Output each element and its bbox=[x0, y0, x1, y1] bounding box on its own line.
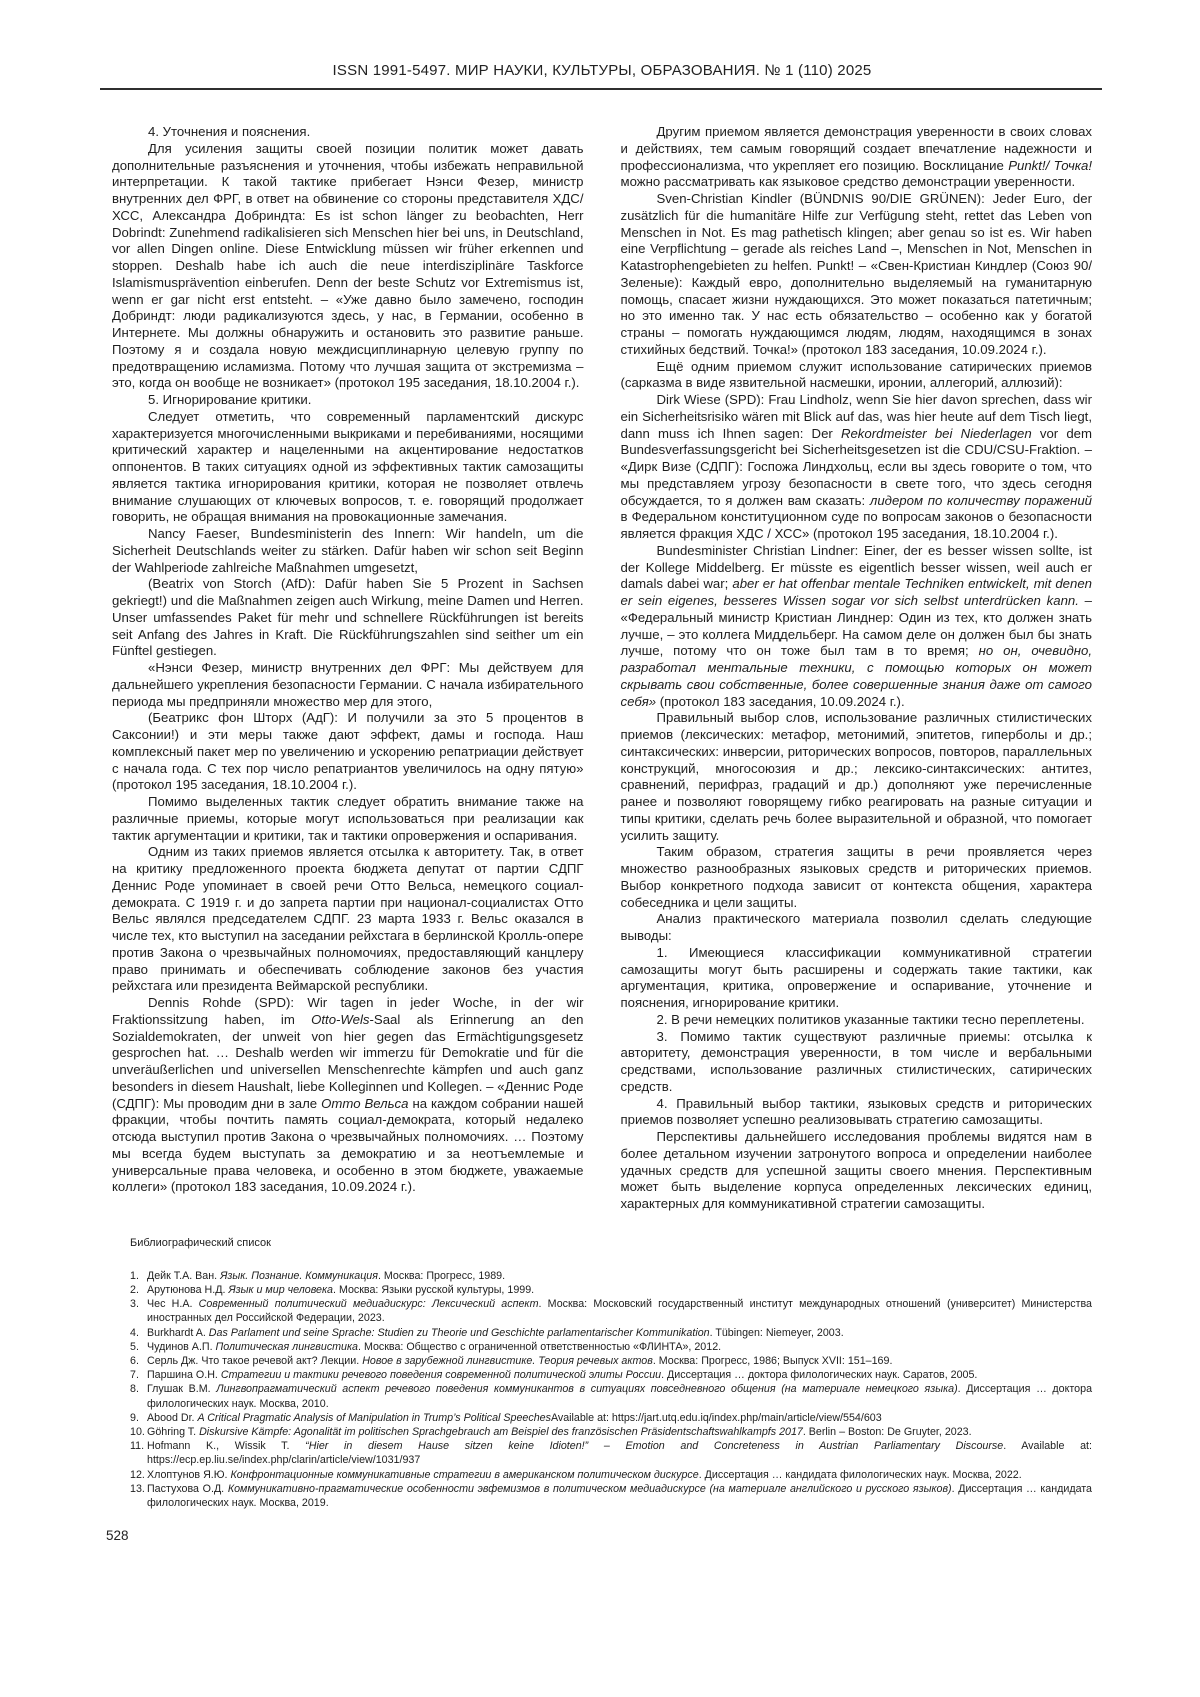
paragraph: Dennis Rohde (SPD): Wir tagen in jeder Woche, in der wir Fraktionssitzung haben, im Otto-Wels-Saal als Erinnerung an den Sozialdemokraten, der unweit von hier gegen das Ermächtigungsgesetz gesprochen hat. … Deshalb werden wir immerzu für Demokratie und für die unveräußerlichen und universellen Menschenrechte kämpfen und auch ganz besonders in diesem Haushalt, liebe Kolleginnen und Kollegen. – «Деннис Роде (СДПГ): Мы проводим дни в зале Отто Вельса на каждом собрании нашей фракции, чтобы почтить память социал-демократа, который недалеко отсюда выступил против Закона о чрезвычайных полномочиях. … Поэтому мы всегда будем выступать за демократию и за неотъемлемые и универсальные права человека, и особенно в этом бюджете, уважаемые коллеги» (протокол 183 заседания, 10.09.2024 г.). bbox=[112, 995, 584, 1195]
header-divider bbox=[100, 88, 1102, 90]
right-column bbox=[621, 124, 1093, 1213]
paragraph: «Нэнси Фезер, министр внутренних дел ФРГ: Мы действуем для дальнейшего укрепления безопасности Германии. С начала избирательного периода мы предприняли множество мер для этого, bbox=[112, 660, 584, 709]
page-number: 528 bbox=[106, 1528, 129, 1544]
bibliography-item-text: Серль Дж. Что такое речевой акт? Лекции. Новое в зарубежной лингвистике. Теория речевых актов. Москва: Прогресс, 1986; Выпуск XVII: 151–169. bbox=[147, 1354, 893, 1367]
bibliography-item-text: Göhring T. Diskursive Kämpfe: Agonalität im politischen Sprachgebrauch am Beispiel des französischen Präsidentschaftswahlkampfs 2017. Berlin – Boston: De Gruyter, 2023. bbox=[147, 1425, 972, 1438]
paragraph: Sven-Christian Kindler (BÜNDNIS 90/DIE GRÜNEN): Jeder Euro, der zusätzlich für die humanitäre Hilfe zur Verfügung steht, rettet das Leben von Menschen in Not. Es mag pathetisch klingen; aber genau so ist es. Wir haben eine Verpflichtung – gerade als reiches Land –, Menschen in Not, Menschen in Katastrophengebieten zu helfen. Punkt! – «Свен-Кристиан Киндлер (Союз 90/Зеленые): Каждый евро, дополнительно выделяемый на гуманитарную помощь, спасает жизни нуждающихся. Это может показаться патетичным; но это именно так. У нас есть обязательство – особенно как у богатой страны – помогать нуждающимся людям, людям, находящимся в зонах стихийных бедствий. Точка!» (протокол 183 заседания, 10.09.2024 г.). bbox=[620, 191, 1092, 357]
bibliography-item-number: 12. bbox=[130, 1468, 145, 1481]
bibliography-title: Библиографический список bbox=[130, 1236, 271, 1249]
bibliography-item-text: Burkhardt A. Das Parlament und seine Sprache: Studien zu Theorie und Geschichte parlamentarischer Kommunikation. Tübingen: Niemeyer, 2003. bbox=[147, 1326, 844, 1339]
paragraph: Одним из таких приемов является отсылка к авторитету. Так, в ответ на критику предложенного проекта бюджета депутат от партии СДПГ Деннис Роде упоминает в своей речи Отто Вельса, немецкого социал-демократа. С 1919 г. и до запрета партии при национал-социалистах Отто Вельс являлся председателем СДПГ. 23 марта 1933 г. Вельс оказался в числе тех, кто выступил на заседании рейхстага в берлинской Кролль-опере против Закона о чрезвычайных полномочиях, предоставляющий канцлеру право принимать и обеспечивать соблюдение законов без участия рейхстага или президента Веймарской республики. bbox=[112, 844, 584, 994]
bibliography-item bbox=[130, 1269, 1092, 1283]
bibliography-item bbox=[130, 1482, 1092, 1510]
bibliography-item bbox=[130, 1368, 1092, 1382]
bibliography-item-text: Пастухова О.Д. Коммуникативно-прагматические особенности эвфемизмов в политическом медиадискурсе (на материале английского и русского языков). Диссертация … кандидата филологических наук. Москва, 2019. bbox=[147, 1482, 1092, 1509]
bibliography-item-text: Арутюнова Н.Д. Язык и мир человека. Москва: Языки русской культуры, 1999. bbox=[147, 1283, 535, 1296]
bibliography-item bbox=[130, 1468, 1092, 1482]
paragraph: (Беатрикс фон Шторх (АдГ): И получили за это 5 процентов в Саксонии!) и эти меры также дают эффект, дамы и господа. Наш комплексный пакет мер по увеличению и ускорению репатриации действует с начала года. С тех пор число репатриантов увеличилось на одну пятую» (протокол 195 заседания, 18.10.2004 г.). bbox=[112, 710, 584, 793]
bibliography-item-number: 9. bbox=[130, 1411, 139, 1424]
paragraph: Правильный выбор слов, использование различных стилистических приемов (лексических: метафор, метонимий, эпитетов, гиперболы и др.; синтаксических: инверсии, риторических вопросов, повторов, параллельных конструкций, многосоюзия и др.; лексико-синтаксических: антитез, сравнений, перифраз, градаций и др.) дополняют уже перечисленные ранее и позволяют говорящему гибко реагировать на разные ситуации и типы критики, сделать речь более выразительной и образной, что помогает усилить защиту. bbox=[620, 710, 1092, 843]
bibliography-item-text: Abood Dr. A Critical Pragmatic Analysis of Manipulation in Trump’s Political SpeechesAvailable at: https://jart.utq.edu.iq/index.php/main/article/view/554/603 bbox=[147, 1411, 882, 1424]
paragraph: Следует отметить, что современный парламентский дискурс характеризуется многочисленными выкриками и перебиваниями, носящими критический характер и нацеленными на акцентирование недостатков оппонентов. В таких ситуациях одной из эффективных тактик самозащиты является тактика игнорирования критики, которая не позволяет отвлечь внимание слушающих от ключевых вопросов, т. е. говорящий продолжает говорить, не обращая внимания на провокационные замечания. bbox=[112, 408, 584, 525]
bibliography-item-text: Паршина О.Н. Стратегии и тактики речевого поведения современной политической элиты России. Диссертация … доктора филологических наук. Саратов, 2005. bbox=[147, 1369, 978, 1382]
paragraph: Dirk Wiese (SPD): Frau Lindholz, wenn Sie hier davon sprechen, dass wir ein Sicherheitsrisiko wären mit Blick auf das, was hier heute auf dem Tisch liegt, dann muss ich Ihnen sagen: Der Rekordmeister bei Niederlagen vor dem Bundesverfassungsgericht bei Sicherheitsgesetzen ist die CDU/CSU-Fraktion. – «Дирк Визе (СДПГ): Госпожа Линдхольц, если вы здесь говорите о том, что мы представляем угрозу безопасности в свете того, что здесь сегодня обсуждается, то я должен вам сказать: лидером по количеству поражений в Федеральном конституционном суде по вопросам законов о безопасности является фракция ХДС / ХСС» (протокол 195 заседания, 18.10.2004 г.). bbox=[620, 392, 1092, 541]
paragraph: Анализ практического материала позволил сделать следующие выводы: bbox=[620, 911, 1092, 943]
bibliography-item-number: 5. bbox=[130, 1340, 139, 1353]
bibliography-item-text: Чес Н.А. Современный политический медиадискурс: Лексический аспект. Москва: Московский государственный институт международных отношений (университет) Министерства иностранных дел Российской Федерации, 2023. bbox=[147, 1298, 1093, 1325]
paragraph: Для усиления защиты своей позиции политик может давать дополнительные разъяснения и уточнения, чтобы избежать неправильной интерпретации. К такой тактике прибегает Нэнси Фезер, министр внутренних дел ФРГ, в ответ на обвинение со стороны представителя ХДС/ХСС, Александра Добриндта: Es ist schon länger zu beobachten, Herr Dobrindt: Zunehmend radikalisieren sich Menschen hier bei uns, in Deutschland, vor allen Dingen online. Diese Entwicklung müssen wir früher erkennen und stoppen. Deshalb habe ich auch die neue interdisziplinäre Taskforce Islamismusprävention einberufen. Denn der beste Schutz vor Extremismus ist, wenn er gar nicht erst entsteht. – «Уже давно было замечено, господин Добриндт: люди радикализуются здесь, у нас, в Германии, особенно в Интернете. Мы должны обнаружить и остановить это развитие раньше. Поэтому я и создала новую междисциплинарную целевую группу по предотвращению исламизма. Потому что лучшая защита от экстремизма – это, когда он вообще не возникает» (протокол 195 заседания, 18.10.2004 г.). bbox=[112, 140, 584, 391]
bibliography-item bbox=[130, 1283, 1092, 1297]
paragraph: Ещё одним приемом служит использование сатирических приемов (сарказма в виде язвительной насмешки, иронии, аллегорий, аллюзий): bbox=[620, 358, 1092, 391]
bibliography-item-number: 11. bbox=[130, 1440, 145, 1453]
bibliography-list bbox=[112, 1269, 1092, 1510]
paragraph: 4. Правильный выбор тактики, языковых средств и риторических приемов позволяет успешно реализовывать стратегию самозащиты. bbox=[620, 1095, 1092, 1128]
bibliography-item-text: Чудинов А.П. Политическая лингвистика. Москва: Общество с ограниченной ответственностью «ФЛИНТА», 2012. bbox=[147, 1340, 722, 1353]
bibliography-item-number: 6. bbox=[130, 1354, 139, 1367]
bibliography-item bbox=[130, 1354, 1092, 1368]
paragraph: 4. Уточнения и пояснения. bbox=[148, 124, 311, 139]
paragraph: Другим приемом является демонстрация уверенности в своих словах и действиях, тем самым говорящий создает впечатление надежности и профессионализма, что укрепляет его позицию. Восклицание Punkt!/ Точка! можно рассматривать как языковое средство демонстрации уверенности. bbox=[620, 124, 1092, 190]
bibliography-item-text: Глушак В.М. Лингвопрагматический аспект речевого поведения коммуникантов в ситуациях повседневного общения (на материале немецкого языка). Диссертация … доктора филологических наук. Москва, 2010. bbox=[147, 1383, 1093, 1410]
bibliography-item bbox=[130, 1382, 1092, 1410]
bibliography-section bbox=[112, 1237, 1092, 1510]
paragraph: 1. Имеющиеся классификации коммуникативной стратегии самозащиты могут быть расширены и содержать такие тактики, как аргументация, критика, опровержение и оспаривание, уточнение и пояснения, игнорирование критики. bbox=[620, 944, 1092, 1010]
bibliography-item bbox=[130, 1411, 1092, 1425]
bibliography-item-number: 13. bbox=[130, 1482, 145, 1495]
left-column bbox=[112, 124, 584, 1213]
bibliography-item-text: Хлоптунов Я.Ю. Конфронтационные коммуникативные стратегии в американском политическом дискурсе. Диссертация … кандидата филологических наук. Москва, 2022. bbox=[147, 1468, 1022, 1481]
bibliography-item bbox=[130, 1326, 1092, 1340]
paragraph: (Beatrix von Storch (AfD): Dafür haben Sie 5 Prozent in Sachsen gekriegt!) und die Maßnahmen zeigen auch Wirkung, meine Damen und Herren. Unser umfassendes Paket für mehr und schnellere Rückführungen ist bereits seit Anfang des Jahres in Kraft. Die Rückführungszahlen sind seither um ein Fünftel gestiegen. bbox=[112, 576, 584, 659]
bibliography-item bbox=[130, 1297, 1092, 1325]
bibliography-item-number: 4. bbox=[130, 1326, 139, 1339]
paragraph: Помимо выделенных тактик следует обратить внимание также на различные приемы, которые могут использоваться при реализации как тактик аргументации и критики, так и тактики опровержения и оспаривания. bbox=[112, 794, 584, 843]
bibliography-item-text: Дейк Т.А. Ван. Язык. Познание. Коммуникация. Москва: Прогресс, 1989. bbox=[147, 1269, 506, 1282]
bibliography-item-number: 1. bbox=[130, 1269, 139, 1282]
bibliography-item-number: 2. bbox=[130, 1283, 139, 1296]
article-body bbox=[112, 124, 1092, 1213]
bibliography-item-number: 8. bbox=[130, 1383, 139, 1396]
paragraph: Bundesminister Christian Lindner: Einer, der es besser wissen sollte, ist der Kollege Middelberg. Er müsste es eigentlich besser wissen, weil auch er damals dabei war; aber er hat offenbar mentale Techniken entwickelt, mit denen er sein eigenes, besseres Wissen sogar vor sich selbst unterdrücken kann. – «Федеральный министр Кристиан Линднер: Один из тех, кто должен знать лучше, – это коллега Миддельберг. На самом деле он должен был бы знать лучше, потому что он тоже был там в то время; но он, очевидно, разработал ментальные техники, с помощью которых он может скрывать свои собственные, более совершенные знания даже от самого себя» (протокол 183 заседания, 10.09.2024 г.). bbox=[620, 542, 1092, 709]
bibliography-item bbox=[130, 1340, 1092, 1354]
bibliography-item-number: 7. bbox=[130, 1369, 139, 1382]
bibliography-item-text: Hofmann K., Wissik T. “Hier in diesem Hause sitzen keine Idioten!” – Emotion and Concreteness in Austrian Parliamentary Discourse. Available at: https://ecp.ep.liu.se/index.php/clarin/article/view/1031/937 bbox=[147, 1440, 1092, 1467]
paragraph: 2. В речи немецких политиков указанные тактики тесно переплетены. bbox=[656, 1011, 1085, 1027]
issn-line: ISSN 1991-5497. МИР НАУКИ, КУЛЬТУРЫ, ОБРАЗОВАНИЯ. № 1 (110) 2025 bbox=[332, 62, 872, 79]
journal-header bbox=[112, 62, 1092, 90]
bibliography-item bbox=[130, 1425, 1092, 1439]
paragraph: Перспективы дальнейшего исследования проблемы видятся нам в более детальном изучении затронутого вопроса и определении наиболее удачных средств для успешной защиты своего мнения. Перспективным может быть выделение корпуса определенных лексических единиц, характерных для коммуникативной стратегии самозащиты. bbox=[620, 1129, 1092, 1211]
bibliography-item bbox=[130, 1439, 1092, 1467]
bibliography-item-number: 10. bbox=[130, 1425, 145, 1438]
paragraph: Таким образом, стратегия защиты в речи проявляется через множество разнообразных языковых средств и риторических приемов. Выбор конкретного подхода зависит от контекста общения, характера собеседника и цели защиты. bbox=[620, 844, 1092, 910]
paragraph: Nancy Faeser, Bundesministerin des Innern: Wir handeln, um die Sicherheit Deutschlands weiter zu stärken. Dafür haben wir schon seit Beginn der Wahlperiode zahlreiche Maßnahmen umgesetzt, bbox=[112, 526, 584, 575]
paragraph: 3. Помимо тактик существуют различные приемы: отсылка к авторитету, демонстрация уверенности, в том числе и вербальными средствами, использование различных стилистических, сатирических средств. bbox=[620, 1028, 1092, 1094]
bibliography-item-number: 3. bbox=[130, 1298, 139, 1311]
paragraph: 5. Игнорирование критики. bbox=[148, 392, 312, 407]
